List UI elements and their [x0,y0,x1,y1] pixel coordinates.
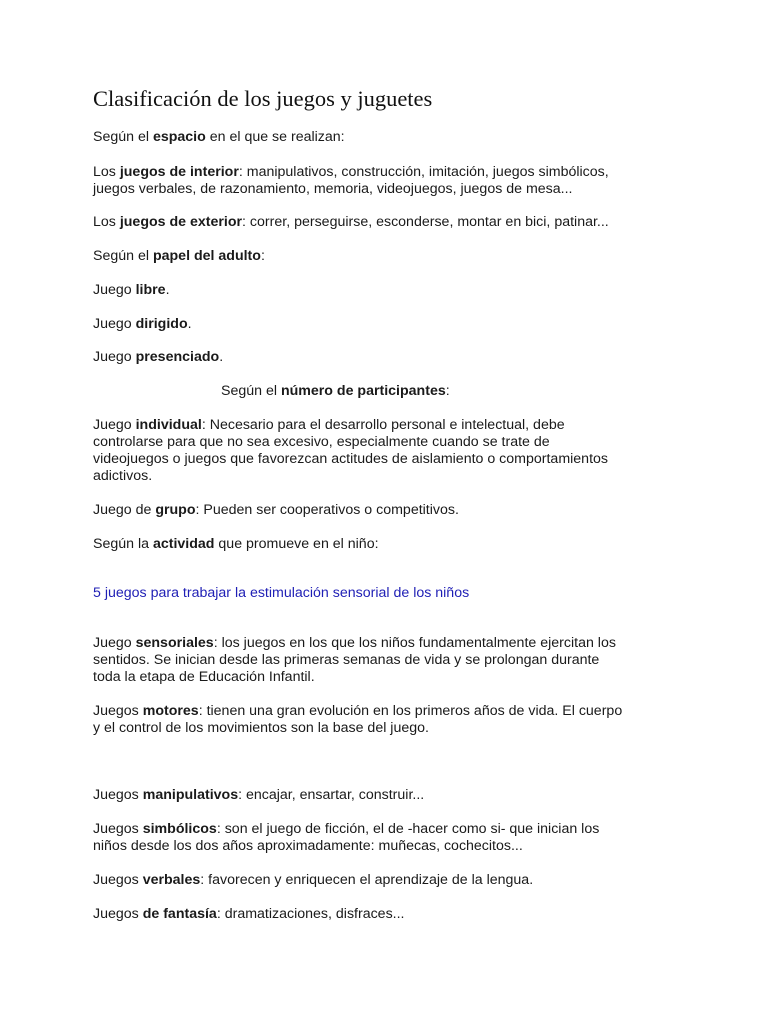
paragraph-individual: Juego individual: Necesario para el desarrollo personal e intelectual, debe controlarse para que no sea excesivo, especialmente cuando se trate de videojuegos o juegos que favorezcan actitudes de aislamiento o comportamientos adictivos. [93,417,609,484]
paragraph-simbolicos: Juegos simbólicos: son el juego de ficción, el de -hacer como si- que inician los niños desde los dos años aproximadamente: muñecas, cochecitos... [93,821,600,854]
paragraph-manipulativos: Juegos manipulativos: encajar, ensartar, construir... [93,787,425,803]
paragraph-presenciado: Juego presenciado. [93,349,224,365]
paragraph-participantes: Según el número de participantes: [221,383,450,399]
paragraph-papel-adulto: Según el papel del adulto: [93,248,265,264]
paragraph-exterior: Los juegos de exterior: correr, perseguirse, esconderse, montar en bici, patinar... [93,214,609,230]
paragraph-sensoriales: Juego sensoriales: los juegos en los que los niños fundamentalmente ejercitan los sentidos. Se inician desde las primeras semanas de vida y se prolongan durante toda la etapa de Educación Infantil. [93,635,616,685]
paragraph-fantasia: Juegos de fantasía: dramatizaciones, disfraces... [93,906,405,922]
paragraph-verbales: Juegos verbales: favorecen y enriquecen el aprendizaje de la lengua. [93,872,534,888]
paragraph-actividad: Según la actividad que promueve en el niño: [93,536,379,552]
paragraph-grupo: Juego de grupo: Pueden ser cooperativos o competitivos. [93,502,459,518]
paragraph-libre: Juego libre. [93,282,170,298]
paragraph-dirigido: Juego dirigido. [93,316,192,332]
paragraph-motores: Juegos motores: tienen una gran evolución en los primeros años de vida. El cuerpo y el control de los movimientos son la base del juego. [93,703,623,736]
paragraph-espacio: Según el espacio en el que se realizan: [93,129,345,145]
paragraph-interior: Los juegos de interior: manipulativos, construcción, imitación, juegos simbólicos, juegos verbales, de razonamiento, memoria, videojuegos, juegos de mesa... [93,164,609,197]
estimulacion-sensorial-link[interactable]: 5 juegos para trabajar la estimulación sensorial de los niños [93,585,470,601]
page-title: Clasificación de los juegos y juguetes [93,86,433,111]
